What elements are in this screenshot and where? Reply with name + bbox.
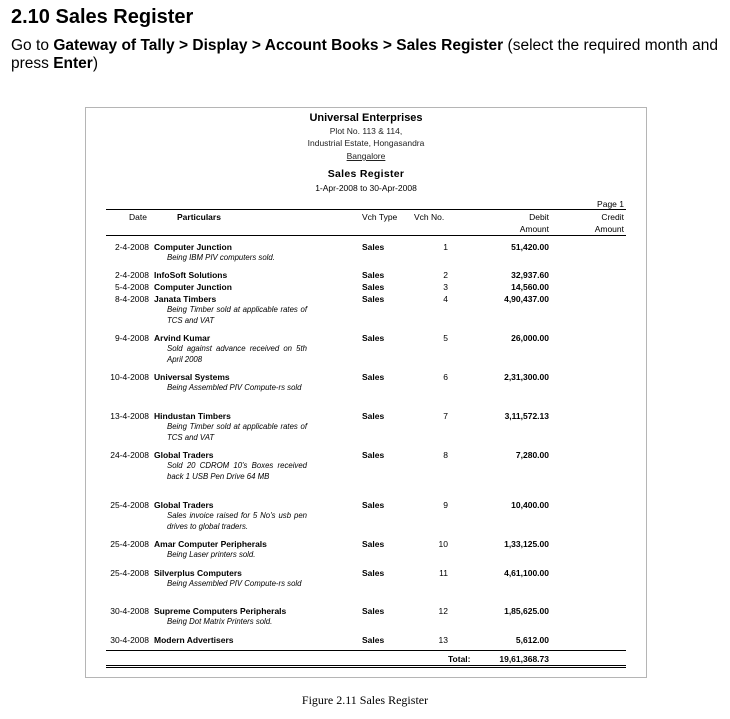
row-narration: Sold against advance received on 5th April 2008 xyxy=(167,344,307,364)
row-party: Supreme Computers Peripherals xyxy=(154,606,287,616)
company-address-line-1: Plot No. 113 & 114, xyxy=(329,126,403,136)
row-party: Computer Junction xyxy=(154,242,232,252)
col-header-debit: Debit xyxy=(529,212,549,222)
row-date: 9-4-2008 xyxy=(114,333,149,343)
menu-path: Gateway of Tally > Display > Account Books > Sales Register xyxy=(53,37,504,54)
row-vch-type: Sales xyxy=(362,411,385,421)
row-debit: 10,400.00 xyxy=(511,500,549,510)
row-narration: Sales invoice raised for 5 No's usb pen drives to global traders. xyxy=(167,511,307,531)
row-date: 24-4-2008 xyxy=(110,450,149,460)
table-row xyxy=(86,372,646,392)
row-vch-no: 10 xyxy=(438,539,448,549)
table-row xyxy=(86,500,646,531)
total-debit: 19,61,368.73 xyxy=(499,654,549,664)
enter-key: Enter xyxy=(53,55,93,72)
row-vch-type: Sales xyxy=(362,635,385,645)
col-header-debit-amount: Amount xyxy=(519,224,549,234)
table-row xyxy=(86,635,646,645)
row-vch-type: Sales xyxy=(362,282,385,292)
header-bottom-rule xyxy=(106,235,626,236)
row-debit: 32,937.60 xyxy=(511,270,549,280)
row-narration: Being Timber sold at applicable rates of TCS and VAT xyxy=(167,422,307,442)
row-vch-type: Sales xyxy=(362,270,385,280)
row-date: 30-4-2008 xyxy=(110,635,149,645)
row-date: 2-4-2008 xyxy=(114,242,149,252)
col-header-credit-amount: Amount xyxy=(594,224,624,234)
row-party: Computer Junction xyxy=(154,282,232,292)
instr-text-2: (select the required month and press xyxy=(11,37,719,72)
row-vch-type: Sales xyxy=(362,294,385,304)
row-vch-no: 2 xyxy=(443,270,448,280)
col-header-credit: Credit xyxy=(601,212,624,222)
section-heading: 2.10 Sales Register xyxy=(11,6,194,28)
row-date: 8-4-2008 xyxy=(114,294,149,304)
table-row xyxy=(86,282,646,292)
row-vch-no: 4 xyxy=(443,294,448,304)
table-row xyxy=(86,333,646,364)
row-party: Global Traders xyxy=(154,450,214,460)
instr-text-1: Go to xyxy=(11,37,54,54)
row-narration: Being Laser printers sold. xyxy=(167,550,256,559)
company-address-line-2: Industrial Estate, Hongasandra xyxy=(307,138,425,148)
row-debit: 26,000.00 xyxy=(511,333,549,343)
row-vch-no: 5 xyxy=(443,333,448,343)
total-bottom-rule-2 xyxy=(106,667,626,668)
row-narration: Being Assembled PIV Compute-rs sold xyxy=(167,579,302,588)
company-name: Universal Enterprises xyxy=(309,112,423,124)
row-party: Modern Advertisers xyxy=(154,635,234,645)
row-date: 25-4-2008 xyxy=(110,539,149,549)
page-number: Page 1 xyxy=(597,199,624,209)
table-row xyxy=(86,606,646,626)
row-vch-type: Sales xyxy=(362,500,385,510)
col-header-vch-no: Vch No. xyxy=(414,212,445,222)
row-date: 5-4-2008 xyxy=(114,282,149,292)
table-row xyxy=(86,294,646,325)
row-date: 13-4-2008 xyxy=(110,411,149,421)
row-vch-no: 9 xyxy=(443,500,448,510)
report-period: 1-Apr-2008 to 30-Apr-2008 xyxy=(315,183,417,193)
row-vch-type: Sales xyxy=(362,450,385,460)
row-party: Silverplus Computers xyxy=(154,568,242,578)
row-date: 30-4-2008 xyxy=(110,606,149,616)
table-row xyxy=(86,450,646,481)
row-narration: Being Timber sold at applicable rates of TCS and VAT xyxy=(167,305,307,325)
table-row xyxy=(86,242,646,262)
row-debit: 14,560.00 xyxy=(511,282,549,292)
row-debit: 4,90,437.00 xyxy=(504,294,549,304)
row-vch-no: 12 xyxy=(438,606,448,616)
row-party: Janata Timbers xyxy=(154,294,217,304)
row-vch-no: 11 xyxy=(439,568,448,578)
total-bottom-rule-1 xyxy=(106,665,626,666)
sales-register-report xyxy=(85,107,647,678)
row-vch-type: Sales xyxy=(362,372,385,382)
total-label: Total: xyxy=(448,654,471,664)
row-date: 25-4-2008 xyxy=(110,568,149,578)
row-vch-no: 3 xyxy=(443,282,448,292)
row-vch-type: Sales xyxy=(362,242,385,252)
row-debit: 7,280.00 xyxy=(515,450,549,460)
instr-text-3: ) xyxy=(92,55,99,72)
row-narration: Being Dot Matrix Printers sold. xyxy=(167,617,273,626)
row-date: 2-4-2008 xyxy=(114,270,149,280)
row-vch-type: Sales xyxy=(362,333,385,343)
table-row xyxy=(86,411,646,442)
report-title: Sales Register xyxy=(327,168,405,180)
figure-caption: Figure 2.11 Sales Register xyxy=(301,693,429,707)
row-vch-no: 7 xyxy=(443,411,448,421)
row-narration: Sold 20 CDROM 10's Boxes received back 1 USB Pen Drive 64 MB xyxy=(167,461,307,481)
row-party: Amar Computer Peripherals xyxy=(154,539,267,549)
row-party: Arvind Kumar xyxy=(154,333,211,343)
total-rule xyxy=(106,650,626,651)
row-debit: 1,33,125.00 xyxy=(504,539,549,549)
row-debit: 4,61,100.00 xyxy=(504,568,549,578)
row-date: 10-4-2008 xyxy=(110,372,149,382)
col-header-date: Date xyxy=(129,212,147,222)
row-party: Universal Systems xyxy=(154,372,230,382)
row-vch-no: 6 xyxy=(443,372,448,382)
table-row xyxy=(86,568,646,588)
row-party: Global Traders xyxy=(154,500,214,510)
row-narration: Being Assembled PIV Compute-rs sold xyxy=(167,383,302,392)
row-vch-no: 13 xyxy=(438,635,448,645)
row-vch-type: Sales xyxy=(362,606,385,616)
table-row xyxy=(86,270,646,280)
header-top-rule xyxy=(106,209,626,210)
row-debit: 2,31,300.00 xyxy=(504,372,549,382)
instruction-text xyxy=(11,37,718,73)
row-debit: 3,11,572.13 xyxy=(504,411,549,421)
row-party: Hindustan Timbers xyxy=(154,411,231,421)
row-vch-type: Sales xyxy=(362,568,385,578)
row-debit: 5,612.00 xyxy=(515,635,549,645)
row-vch-no: 8 xyxy=(443,450,448,460)
row-party: InfoSoft Solutions xyxy=(154,270,228,280)
company-city: Bangalore xyxy=(346,151,386,161)
row-narration: Being IBM PIV computers sold. xyxy=(167,253,275,262)
row-debit: 51,420.00 xyxy=(511,242,549,252)
row-debit: 1,85,625.00 xyxy=(504,606,549,616)
row-vch-type: Sales xyxy=(362,539,385,549)
row-date: 25-4-2008 xyxy=(110,500,149,510)
row-vch-no: 1 xyxy=(443,242,448,252)
col-header-particulars: Particulars xyxy=(177,212,221,222)
col-header-vch-type: Vch Type xyxy=(362,212,398,222)
table-row xyxy=(86,539,646,559)
